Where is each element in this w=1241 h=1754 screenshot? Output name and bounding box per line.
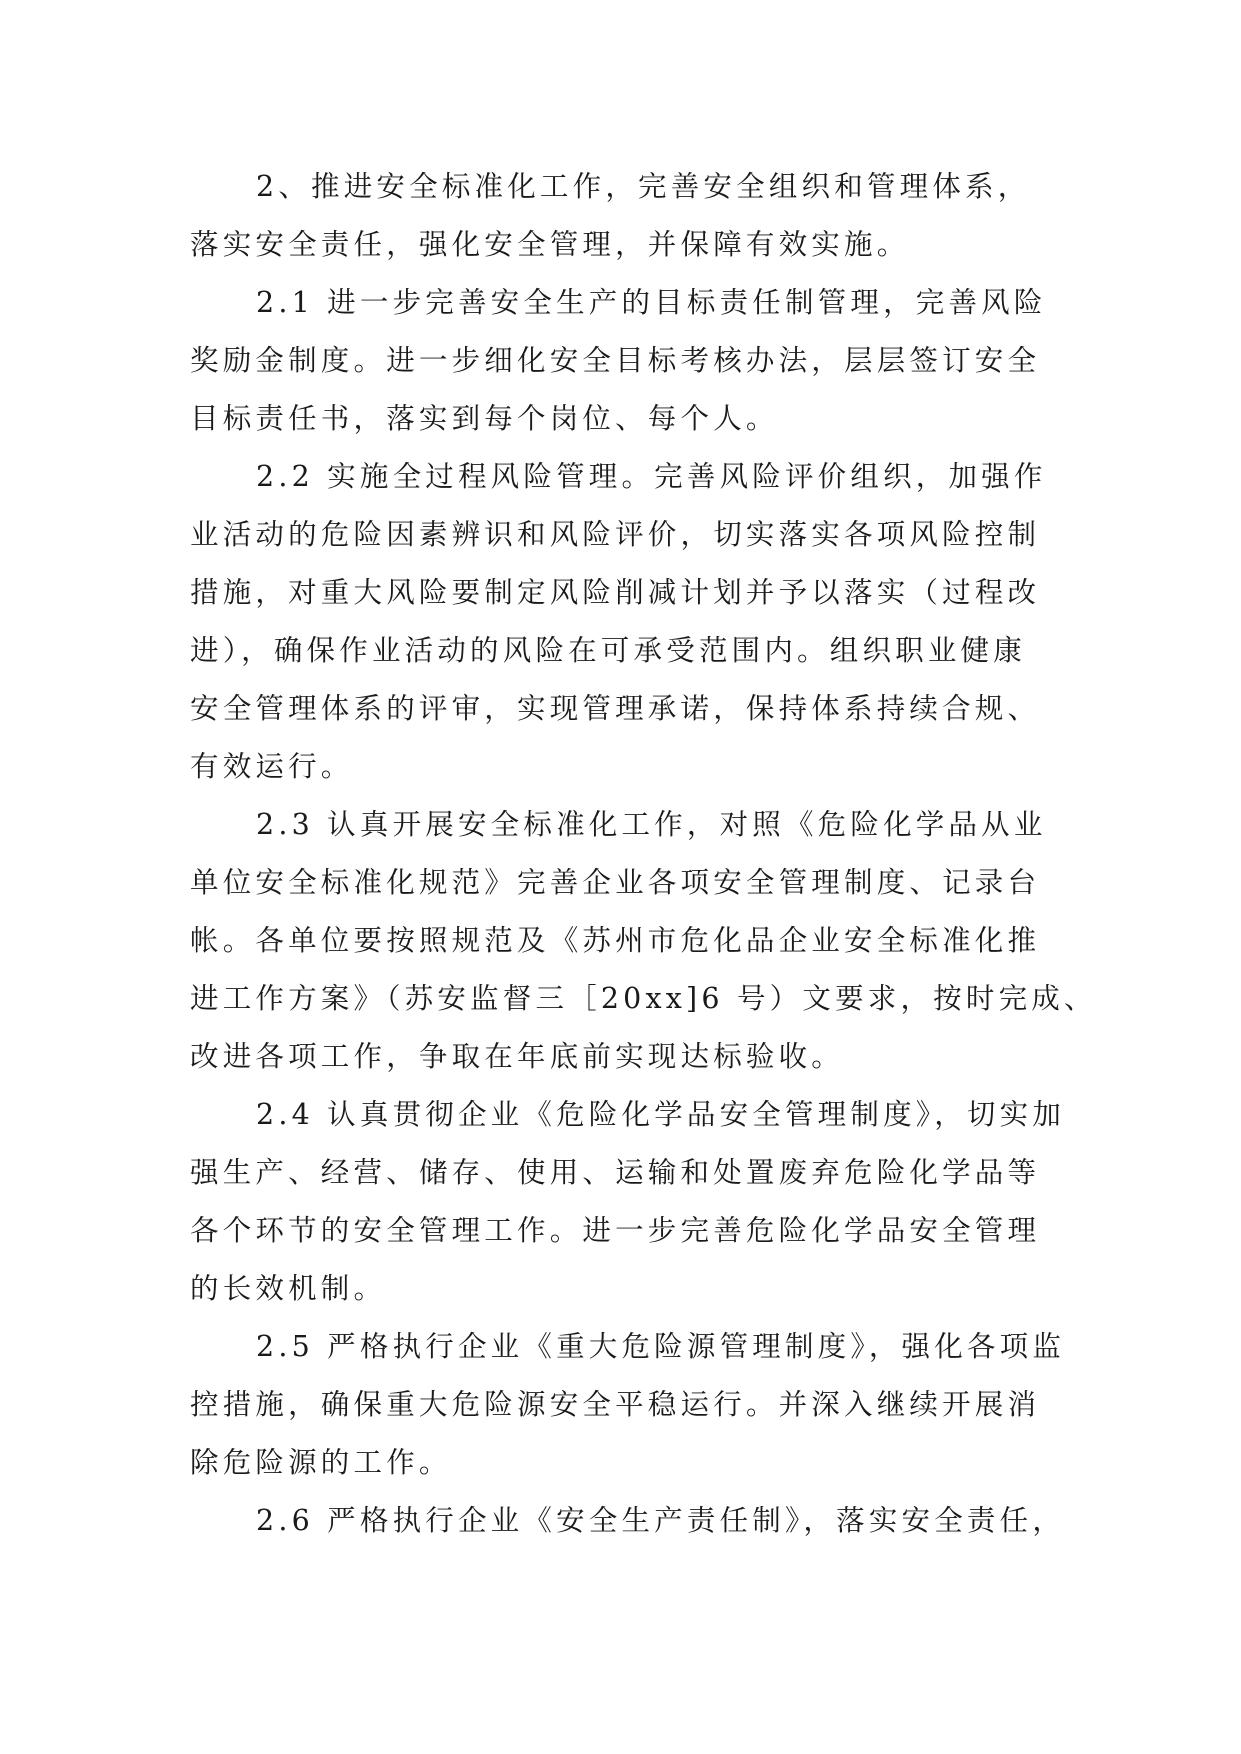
text-line: 除危险源的工作。 <box>190 1446 452 1479</box>
document-body <box>190 158 1097 1550</box>
text-line: 2.3 认真开展安全标准化工作，对照《危险化学品从业 <box>256 808 1047 841</box>
text-line: 2.5 严格执行企业《重大危险源管理制度》，强化各项监 <box>256 1330 1066 1363</box>
text-line: 单位安全标准化规范》完善企业各项安全管理制度、记录台 <box>190 866 1041 899</box>
text-line: 2.1 进一步完善安全生产的目标责任制管理，完善风险 <box>256 286 1047 319</box>
paragraph-2-1 <box>190 274 1050 448</box>
text-line: 改进各项工作，争取在年底前实现达标验收。 <box>190 1040 845 1073</box>
paragraph-2-4 <box>190 1086 1066 1318</box>
text-line: 业活动的危险因素辨识和风险评价，切实落实各项风险控制 <box>190 518 1041 551</box>
text-line: 强生产、经营、储存、使用、运输和处置废弃危险化学品等 <box>190 1156 1041 1189</box>
text-line: 安全管理体系的评审，实现管理承诺，保持体系持续合规、 <box>190 692 1041 725</box>
text-line: 落实安全责任，强化安全管理，并保障有效实施。 <box>190 228 910 261</box>
paragraph-2-5 <box>190 1318 1066 1492</box>
text-line: 措施，对重大风险要制定风险削减计划并予以落实（过程改 <box>190 576 1041 609</box>
paragraph-2-2 <box>190 448 1050 796</box>
text-line: 目标责任书，落实到每个岗位、每个人。 <box>190 402 779 435</box>
text-line: 帐。各单位要按照规范及《苏州市危化品企业安全标准化推 <box>190 924 1041 957</box>
text-line: 进），确保作业活动的风险在可承受范围内。组织职业健康 <box>190 634 1026 667</box>
text-line: 2.6 严格执行企业《安全生产责任制》，落实安全责任， <box>256 1504 1066 1537</box>
text-line: 奖励金制度。进一步细化安全目标考核办法，层层签订安全 <box>190 344 1041 377</box>
text-line: 进工作方案》（苏安监督三［20xx]6 号）文要求，按时完成、 <box>190 982 1097 1015</box>
text-line: 2.2 实施全过程风险管理。完善风险评价组织，加强作 <box>256 460 1047 493</box>
text-line: 2.4 认真贯彻企业《危险化学品安全管理制度》，切实加 <box>256 1098 1066 1131</box>
paragraph-2 <box>190 158 1050 274</box>
text-line: 的长效机制。 <box>190 1272 387 1305</box>
text-line: 各个环节的安全管理工作。进一步完善危险化学品安全管理 <box>190 1214 1041 1247</box>
text-line: 2、推进安全标准化工作，完善安全组织和管理体系， <box>256 170 1031 203</box>
text-line: 控措施，确保重大危险源安全平稳运行。并深入继续开展消 <box>190 1388 1041 1421</box>
text-line: 有效运行。 <box>190 750 354 783</box>
paragraph-2-3 <box>190 796 1097 1086</box>
paragraph-2-6 <box>190 1492 1066 1550</box>
